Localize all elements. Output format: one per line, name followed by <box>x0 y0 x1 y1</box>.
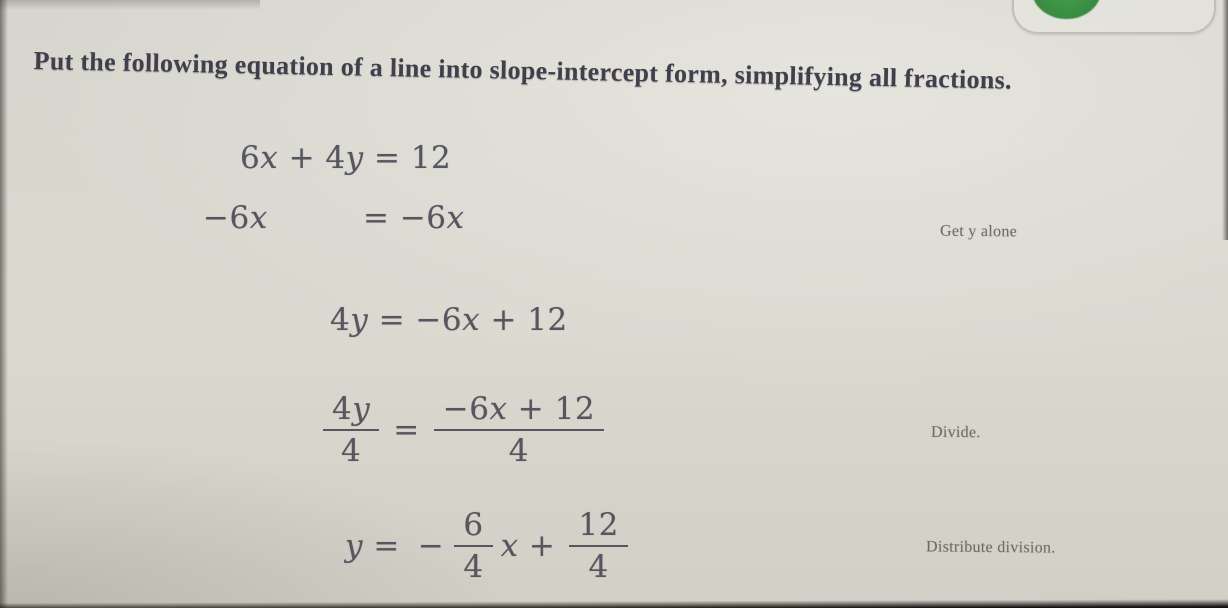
equals-sign: = <box>393 412 420 449</box>
fraction-numerator: −6x + 12 <box>434 392 604 431</box>
annotation-divide: Divide. <box>930 423 981 442</box>
photo-edge-bottom <box>0 599 1228 608</box>
annotation-get-y-alone: Get y alone <box>939 222 1018 241</box>
equation-step-2-subtract-rhs: = −6x <box>363 200 465 236</box>
fraction-lhs <box>323 392 379 468</box>
minus-sign: − <box>417 528 445 565</box>
fraction-slope <box>454 508 492 584</box>
fraction-numerator: 12 <box>569 508 627 547</box>
equation-step-2-subtract-lhs: −6x <box>203 200 268 236</box>
fraction-denominator: 4 <box>463 549 484 586</box>
variable-plus: x + <box>500 528 556 565</box>
problem-title: Put the following equation of a line into slope-intercept form, simplifying all fractions. <box>33 46 1013 95</box>
fraction-denominator: 4 <box>508 433 530 470</box>
equation-step-3: 4y = −6x + 12 <box>330 302 568 338</box>
photo-edge-top-left <box>0 0 260 10</box>
equation-step-1: 6x + 4y = 12 <box>240 140 452 176</box>
fraction-denominator: 4 <box>341 433 362 470</box>
equation-step-4 <box>323 392 604 468</box>
equation-lhs: y = <box>345 528 400 565</box>
fraction-numerator: 6 <box>454 508 492 547</box>
fraction-rhs <box>434 392 604 468</box>
fraction-intercept <box>569 508 627 584</box>
photo-edge-left <box>0 0 8 608</box>
fraction-denominator: 4 <box>588 549 609 586</box>
annotation-distribute-division: Distribute division. <box>925 538 1056 557</box>
photo-edge-right <box>1222 0 1228 240</box>
fraction-numerator: 4y <box>323 392 379 431</box>
equation-step-5 <box>345 508 628 584</box>
